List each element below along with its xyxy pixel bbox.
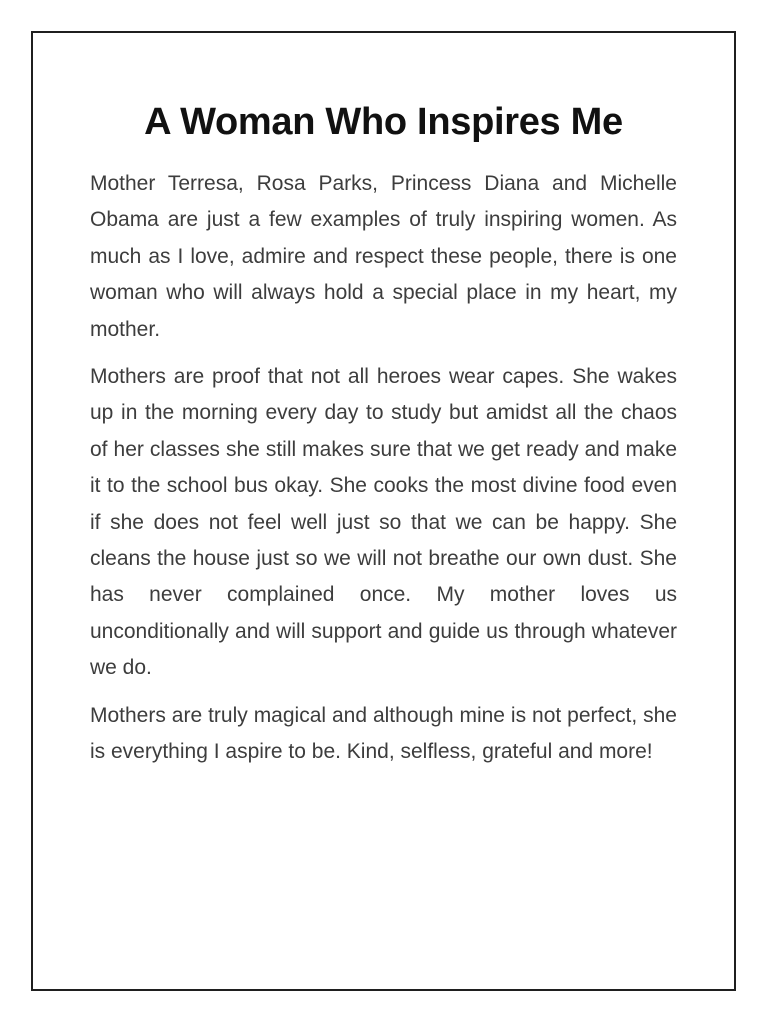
document-title: A Woman Who Inspires Me xyxy=(144,101,623,143)
paragraph-1: Mother Terresa, Rosa Parks, Princess Diana and Michelle Obama are just a few examples of truly inspiring women. As much as I love, admire and respect these people, there is one woman who will always hold a special place in my heart, my mother. xyxy=(90,172,677,341)
document-content xyxy=(90,96,677,782)
paragraph-2: Mothers are proof that not all heroes wear capes. She wakes up in the morning every day to study but amidst all the chaos of her classes she still makes sure that we get ready and make it to the school bus okay. She cooks the most divine food even if she does not feel well just so that we can be happy. She cleans the house just so we will not breathe our own dust. She has never complained once. My mother loves us unconditionally and will support and guide us through whatever we do. xyxy=(90,365,677,680)
paragraph-3: Mothers are truly magical and although mine is not perfect, she is everything I aspire to be. Kind, selfless, grateful and more! xyxy=(90,703,677,764)
